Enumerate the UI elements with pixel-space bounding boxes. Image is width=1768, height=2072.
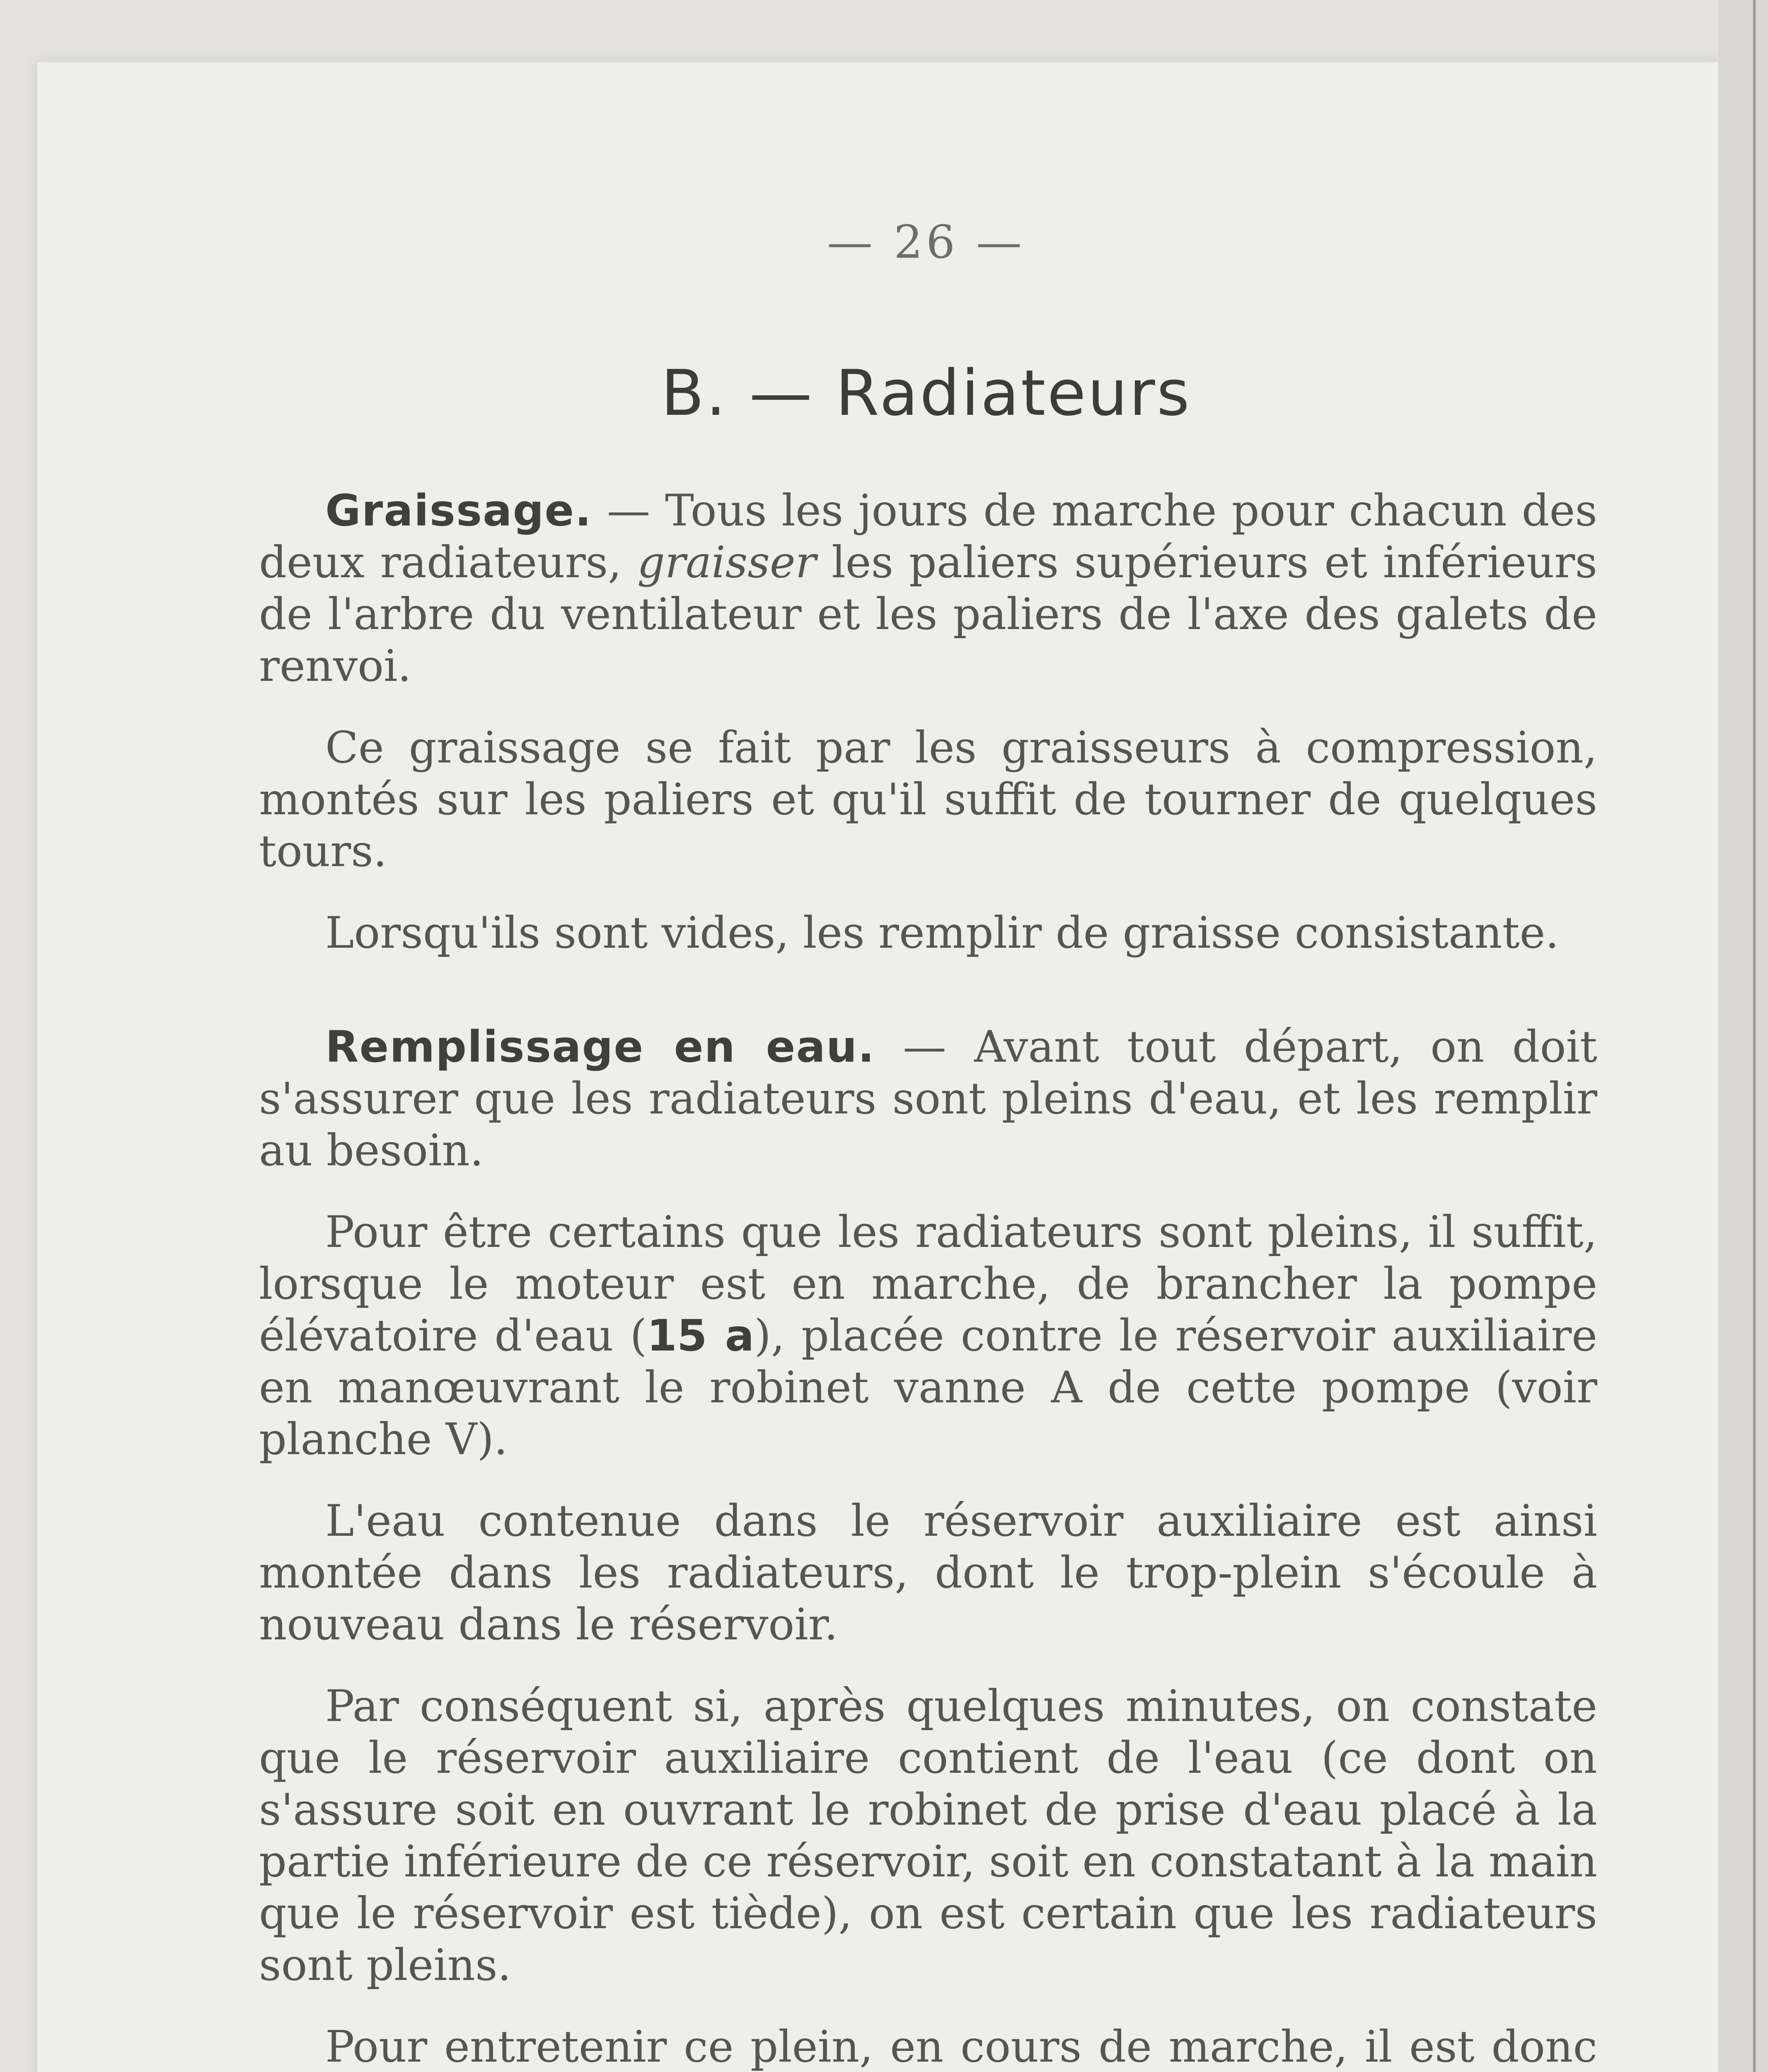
paragraph-remplissage	[259, 1021, 1597, 1176]
run-in-heading-graissage: Graissage.	[325, 485, 592, 536]
paragraph	[259, 1206, 1597, 1465]
paragraph-text: les paliers supérieurs et inférieurs de l'arbre du ventilateur et les paliers de l'axe des galets de renvoi.	[259, 537, 1597, 691]
paragraph-graissage	[259, 485, 1597, 692]
section-title: B. — Radiateurs	[661, 356, 1191, 430]
emphasis-graisser: graisser	[637, 537, 816, 588]
paragraph: Pour entretenir ce plein, en cours de marche, il est donc	[325, 2021, 1597, 2072]
run-in-heading-remplissage: Remplissage en eau.	[325, 1021, 875, 1072]
body-text	[259, 485, 1597, 2072]
paragraph: L'eau contenue dans le réservoir auxiliaire est ainsi montée dans les radiateurs, dont le trop-plein s'écoule à nouveau dans le réservoir.	[259, 1496, 1597, 1650]
paragraph-text: ), placée contre le réservoir auxiliaire en manœuvrant le robinet vanne A de cette pompe (voir planche V).	[259, 1310, 1597, 1464]
paragraph-text: Pour être certains que les radiateurs sont pleins, il suffit, lorsque le moteur est en marche, de brancher la pompe élévatoire d'eau (	[259, 1207, 1597, 1361]
paragraph: Lorsqu'ils sont vides, les remplir de graisse consistante.	[325, 908, 1559, 958]
paragraph-text: — Tous les jours de marche pour chacun des deux radiateurs,	[259, 485, 1597, 588]
binding-line	[1753, 0, 1756, 2072]
paragraph: Ce graissage se fait par les graisseurs à compression, montés sur les paliers et qu'il suffit de tourner de quelques tours.	[259, 722, 1597, 876]
page-edge	[1718, 0, 1768, 2072]
paragraph-text: — Avant tout départ, on doit s'assurer que les radiateurs sont pleins d'eau, et les remplir au besoin.	[259, 1021, 1597, 1176]
page-number: — 26 —	[827, 215, 1025, 269]
paragraph: Par conséquent si, après quelques minutes, on constate que le réservoir auxiliaire contient de l'eau (ce dont on s'assure soit en ouvrant le robinet de prise d'eau placé à la partie inférieure de ce réservoir, soit en constatant à la main que le réservoir est tiède), on est certain que les radiateurs sont pleins.	[259, 1681, 1597, 1990]
part-reference: 15 a	[647, 1310, 755, 1361]
